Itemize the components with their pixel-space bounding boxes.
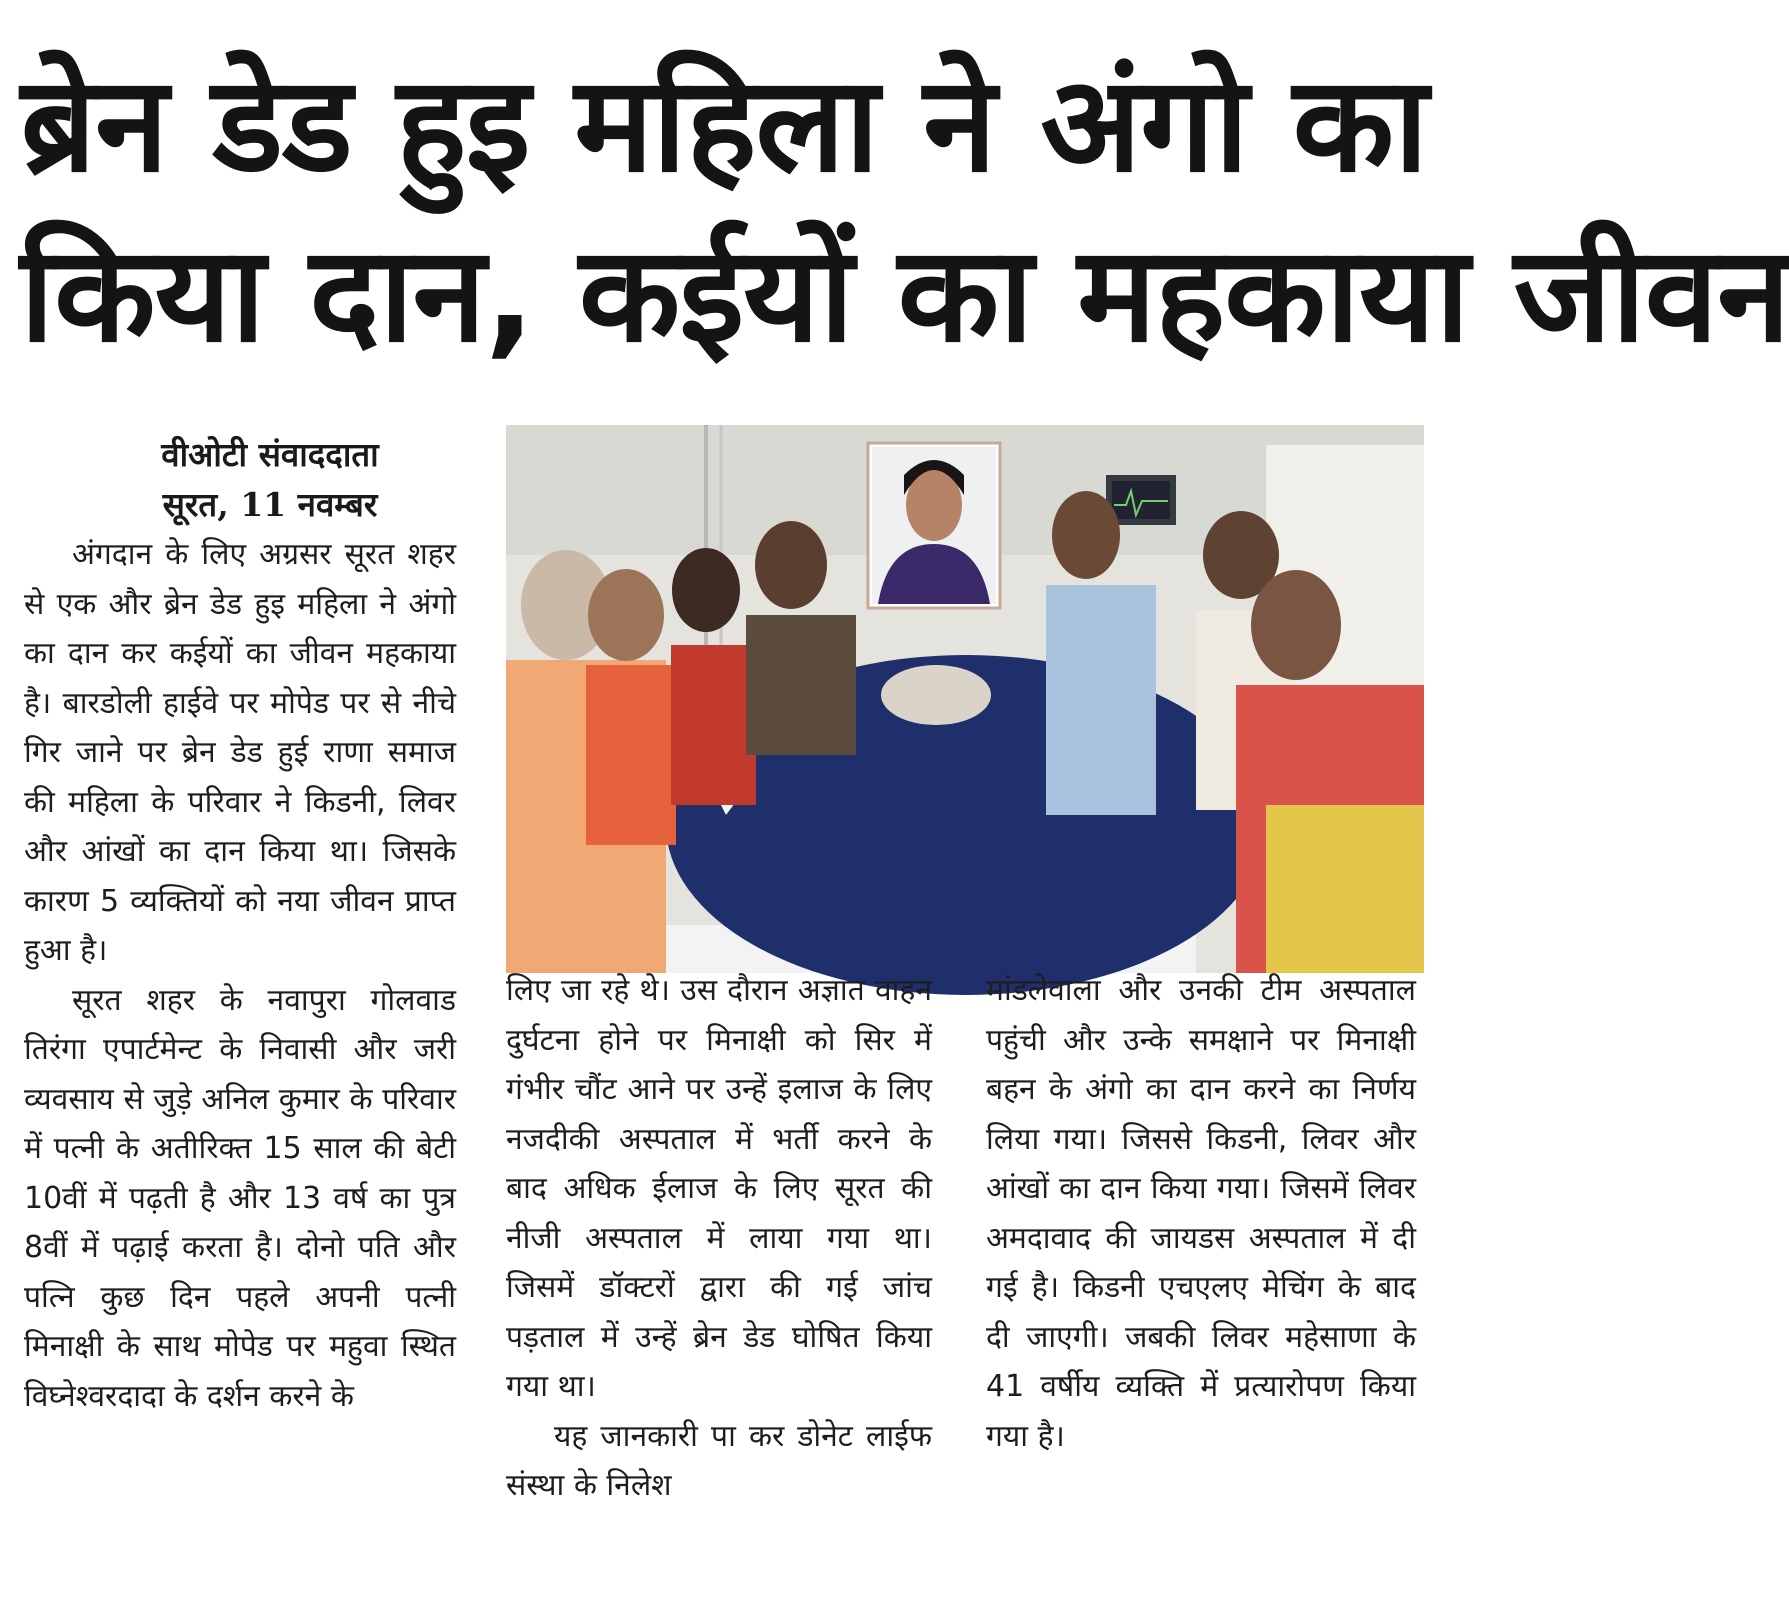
article-paragraph: मांडलेवाला और उनकी टीम अस्पताल पहुंची और उन्के समक्षाने पर मिनाक्षी बहन के अंगो का दान करने का निर्णय लिया गया। जिससे किडनी, लिवर और आंखों का दान किया गया। जिसमें लिवर अमदावाद की जायडस अस्पताल में दी गई है। किडनी एचएलए मेचिंग के बाद दी जाएगी। जबकी लिवर महेसाणा के 41 वर्षीय व्यक्ति में प्रत्यारोपण किया गया है। bbox=[986, 973, 1416, 1454]
article-paragraph: सूरत शहर के नवापुरा गोलवाड तिरंगा एपार्टमेन्ट के निवासी और जरी व्यवसाय से जुड़े अनिल कुमार के परिवार में पत्नी के अतीरिक्त 15 साल की बेटी 10वीं में पढ़ती है और 13 वर्ष का पुत्र 8वीं में पढ़ाई करता है। दोनो पति और पत्नि कुछ दिन पहले अपनी पत्नी मिनाक्षी के साथ मोपेड पर महुवा स्थित विघ्नेश्वरदादा के दर्शन करने के bbox=[24, 982, 456, 1414]
headline-line-1: ब्रेन डेड हुइ महिला ने अंगो का bbox=[20, 48, 1428, 202]
article-column-2 bbox=[506, 966, 932, 1511]
article-paragraph: लिए जा रहे थे। उस दौरान अज्ञात वाहन दुर्घटना होने पर मिनाक्षी को सिर में गंभीर चौंट आने पर उन्हें इलाज के लिए नजदीकी अस्पताल में भर्ती करने के बाद अधिक ईलाज के लिए सूरत की नीजी अस्पताल में लाया गया था। जिसमें डॉक्टरों द्वारा की गई जांच पड़ताल में उन्हें ब्रेन डेड घोषित किया गया था। bbox=[506, 973, 932, 1404]
dateline: सूरत, 11 नवम्बर bbox=[162, 485, 378, 524]
reporter-credit: वीओटी संवाददाता bbox=[161, 435, 379, 474]
news-photo bbox=[506, 425, 1424, 973]
article-column-3 bbox=[986, 966, 1416, 1461]
headline-line-2: किया दान, कईयों का महकाया जीवन bbox=[20, 218, 1789, 372]
article-paragraph: अंगदान के लिए अग्रसर सूरत शहर से एक और ब्रेन डेड हुइ महिला ने अंगो का दान कर कईयों का जीवन महकाया है। बारडोली हाईवे पर मोपेड पर से नीचे गिर जाने पर ब्रेन डेड हुई राणा समाज की महिला के परिवार ने किडनी, लिवर और आंखों का दान किया था। जिसके कारण 5 व्यक्तियों को नया जीवन प्राप्त हुआ है। bbox=[24, 537, 456, 968]
person-blue-shirt bbox=[1046, 585, 1156, 815]
article-column-1 bbox=[24, 530, 456, 1421]
article-paragraph: यह जानकारी पा कर डोनेट लाईफ संस्था के निलेश bbox=[506, 1418, 932, 1503]
person-red-shirt bbox=[671, 645, 756, 805]
